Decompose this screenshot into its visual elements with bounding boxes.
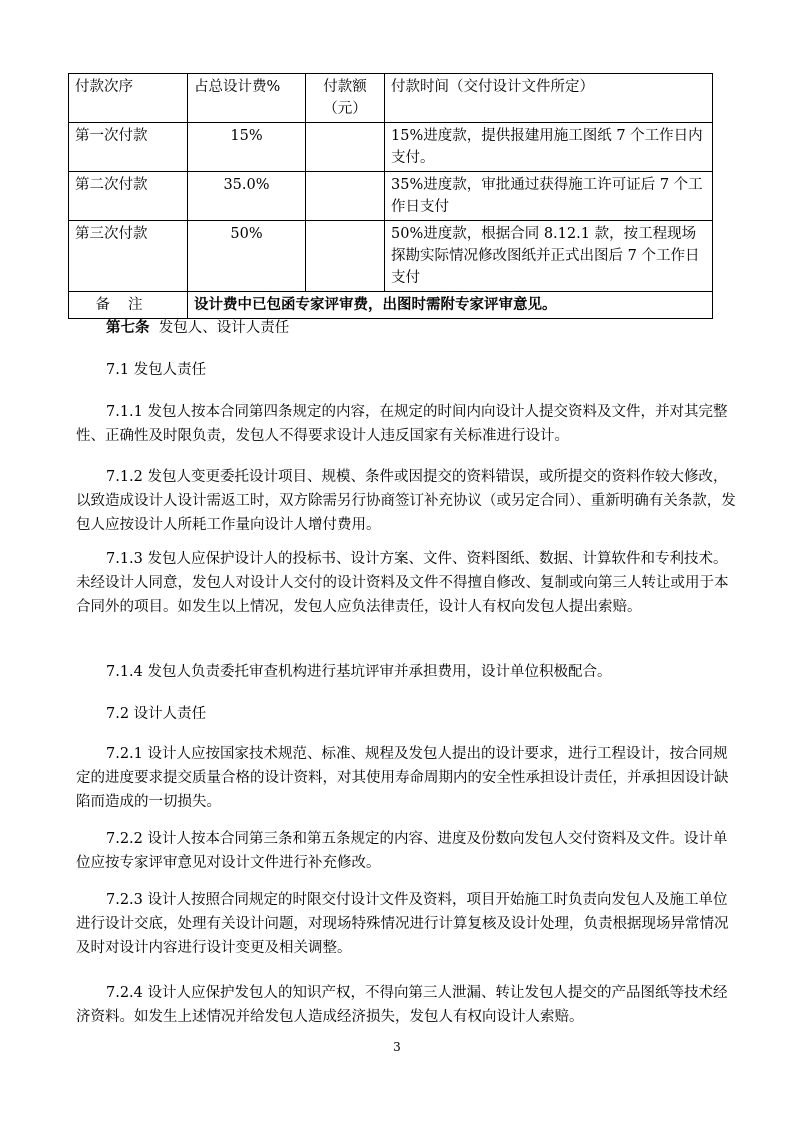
article-title: 发包人、设计人责任 (158, 320, 290, 336)
cell-amount (306, 221, 385, 292)
note-label: 备注 (69, 292, 188, 319)
cell-amount (306, 123, 385, 172)
payment-table (68, 73, 713, 319)
cell-order: 第二次付款 (69, 172, 188, 221)
header-time: 付款时间（交付设计文件所定） (385, 74, 713, 123)
table-header-row (69, 74, 713, 123)
cell-percent: 50% (188, 221, 306, 292)
paragraph: 7.1.4 发包人负责委托审查机构进行基坑评审并承担费用，设计单位积极配合。 (106, 664, 612, 680)
cell-time: 15%进度款，提供报建用施工图纸 7 个工作日内支付。 (385, 123, 713, 172)
cell-time: 50%进度款，根据合同 8.12.1 款，按工程现场探勘实际情况修改图纸并正式出图后 7 个工作日支付 (385, 221, 713, 292)
page-number: 3 (393, 1040, 401, 1054)
header-percent: 占总设计费% (188, 74, 306, 123)
table-note-row (69, 292, 713, 319)
note-text: 设计费中已包函专家评审费，出图时需附专家评审意见。 (188, 292, 713, 319)
cell-percent: 35.0% (188, 172, 306, 221)
cell-time: 35%进度款，审批通过获得施工许可证后 7 个工作日支付 (385, 172, 713, 221)
cell-percent: 15% (188, 123, 306, 172)
article-number: 第七条 (106, 319, 150, 336)
header-order: 付款次序 (69, 74, 188, 123)
cell-order: 第一次付款 (69, 123, 188, 172)
paragraph: 7.2.1 设计人应按国家技术规范、标准、规程及发包人提出的设计要求，进行工程设计，按合同规定的进度要求提交质量合格的设计资料，对其使用寿命周期内的安全性承担设计责任，并承担因设计缺陷而造成的一切损失。 (76, 746, 729, 810)
paragraph: 7.1.3 发包人应保护设计人的投标书、设计方案、文件、资料图纸、数据、计算软件和专利技术。未经设计人同意，发包人对设计人交付的设计资料及文件不得擅自修改、复制或向第三人转让或用于本合同外的项目。如发生以上情况，发包人应负法律责任，设计人有权向发包人提出索赔。 (76, 551, 729, 615)
paragraph: 7.2.2 设计人按本合同第三条和第五条规定的内容、进度及份数向发包人交付资料及文件。设计单位应按专家评审意见对设计文件进行补充修改。 (76, 831, 728, 871)
paragraph: 7.1.1 发包人按本合同第四条规定的内容，在规定的时间内向设计人提交资料及文件，并对其完整性、正确性及时限负责，发包人不得要求设计人违反国家有关标准进行设计。 (76, 404, 728, 444)
table-row (69, 172, 713, 221)
cell-amount (306, 172, 385, 221)
header-amount: 付款额（元） (306, 74, 385, 123)
paragraph: 7.2.4 设计人应保护发包人的知识产权，不得向第三人泄漏、转让发包人提交的产品图纸等技术经济资料。如发生上述情况并给发包人造成经济损失，发包人有权向设计人索赔。 (76, 985, 728, 1025)
cell-order: 第三次付款 (69, 221, 188, 292)
section-heading: 7.1 发包人责任 (106, 362, 207, 378)
table-row (69, 221, 713, 292)
paragraph: 7.2.3 设计人按照合同规定的时限交付设计文件及资料，项目开始施工时负责向发包人及施工单位进行设计交底，处理有关设计问题，对现场特殊情况进行计算复核及设计处理，负责根据现场异常情况及时对设计内容进行设计变更及相关调整。 (76, 892, 729, 956)
table-row (69, 123, 713, 172)
article-heading (106, 316, 289, 340)
paragraph: 7.1.2 发包人变更委托设计项目、规模、条件或因提交的资料错误，或所提交的资料作较大修改，以致造成设计人设计需返工时，双方除需另行协商签订补充协议（或另定合同）、重新明确有关条款，发包人应按设计人所耗工作量向设计人增付费用。 (76, 469, 736, 533)
section-heading: 7.2 设计人责任 (106, 706, 207, 722)
